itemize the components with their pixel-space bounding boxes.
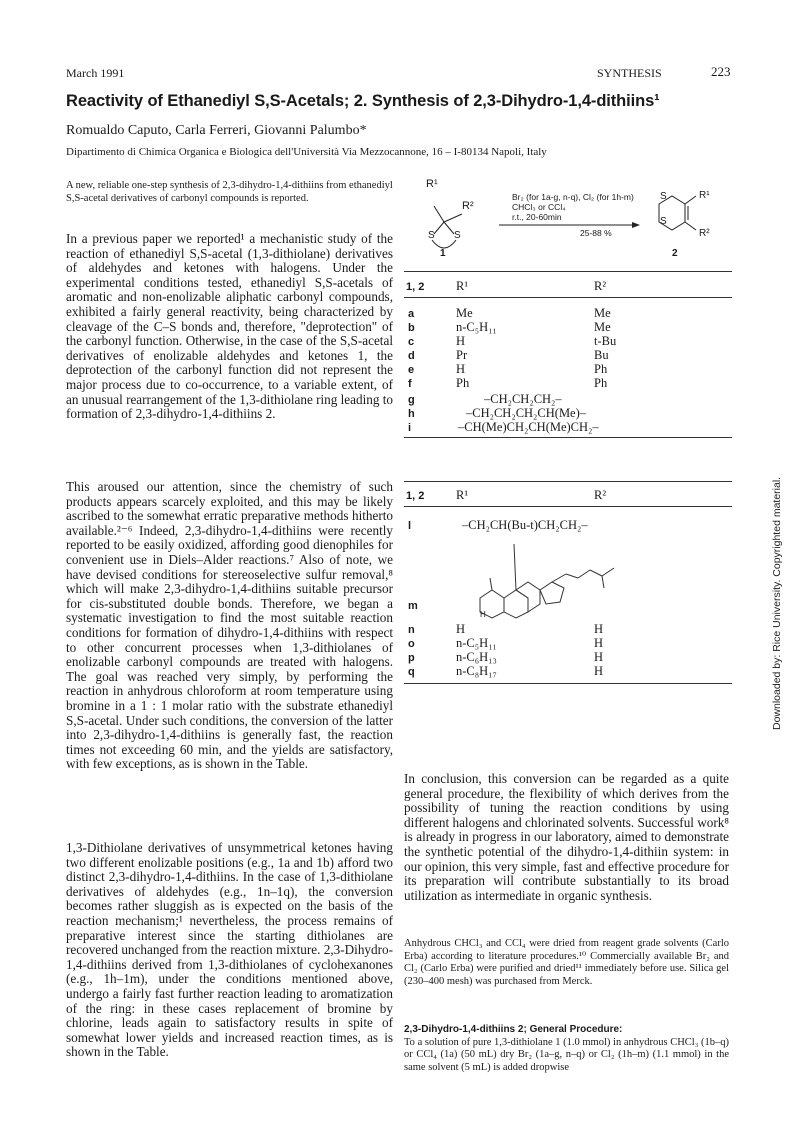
table2-cell-r1: H bbox=[456, 622, 466, 636]
table1-row-label: a bbox=[408, 308, 415, 320]
scheme-conditions-solvent: CHCl₃ or CCl₄ bbox=[512, 202, 566, 212]
table2-row-label: p bbox=[408, 652, 415, 664]
table2-header-r1: R¹ bbox=[456, 488, 469, 502]
table1-cell-r2: t-Bu bbox=[594, 334, 617, 348]
table2-cell-r2: H bbox=[594, 622, 604, 636]
table2-cell-r1: n-C₆H₁₃ bbox=[456, 650, 497, 664]
paragraph: In conclusion, this conversion can be regarded as a quite general procedure, the flexibility of which derives from the possibility of tuning the reaction conditions by using different halogens and chlorinated solvents. Successful work⁸ is already in progress in our laboratory, aimed to demonstrate the synthetic potential of the dihydro-1,4-dithiin system: in our opinion, this very simple, fast and effective procedure for its preparation will contribute substantially to its broad utilization as intermediate in organic synthesis. bbox=[404, 771, 729, 903]
scheme-product-s-top: S bbox=[660, 191, 667, 202]
scheme-yield: 25-88 % bbox=[580, 228, 612, 238]
table2-cell-r2: H bbox=[594, 664, 604, 678]
scheme-s-right: S bbox=[454, 230, 461, 241]
table2-header-rule bbox=[404, 506, 732, 507]
table1-header-rule bbox=[404, 297, 732, 298]
table1-row-label: e bbox=[408, 364, 415, 376]
scheme-conditions-time: r.t., 20-60min bbox=[512, 212, 562, 222]
table1-cell-r2: Bu bbox=[594, 348, 609, 362]
compound-2-label: 2 bbox=[672, 248, 678, 259]
scheme-r2-label: R² bbox=[462, 200, 474, 212]
table1-row-label: b bbox=[408, 322, 415, 334]
table2-header-r2: R² bbox=[594, 488, 607, 502]
steroid-structure bbox=[470, 540, 640, 620]
general-procedure bbox=[404, 1024, 729, 1074]
scheme-product-s-bottom: S bbox=[660, 216, 667, 227]
compound-1-label: 1 bbox=[440, 248, 446, 259]
abstract: A new, reliable one-step synthesis of 2,3-dihydro-1,4-dithiins from ethanediyl S,S-acetal derivatives of carbonyl compounds is reported. bbox=[66, 180, 393, 204]
scheme-product-r2: R² bbox=[699, 228, 710, 239]
table1-spanning-cell: –CH(Me)CH₂CH(Me)CH₂– bbox=[458, 420, 599, 434]
table1-row-label: d bbox=[408, 350, 415, 362]
table1-cell-r2: Ph bbox=[594, 362, 608, 376]
table1-cell-r1: H bbox=[456, 362, 466, 376]
header-page-number: 223 bbox=[711, 64, 731, 79]
article-title: Reactivity of Ethanediyl S,S-Acetals; 2. Synthesis of 2,3-Dihydro-1,4-dithiins¹ bbox=[66, 92, 660, 110]
body-column-left-p2 bbox=[66, 480, 393, 772]
scheme-conditions-reagents: Br₂ (for 1a-g, n-q), Cl₂ (for 1h-m) bbox=[512, 192, 634, 202]
download-watermark: Downloaded by: Rice University. Copyrighted material. bbox=[771, 476, 783, 730]
table2-row-label: q bbox=[408, 666, 415, 678]
table1-row-label: f bbox=[408, 378, 412, 390]
table1-row-label: i bbox=[408, 422, 412, 434]
scheme-product-r1: R¹ bbox=[699, 190, 710, 201]
table1-cell-r1: Me bbox=[456, 306, 473, 320]
table2-header-compound: 1, 2 bbox=[406, 490, 425, 502]
table1-cell-r1: H bbox=[456, 334, 466, 348]
table1-header-r1: R¹ bbox=[456, 279, 469, 293]
table2-bottom-rule bbox=[404, 683, 732, 684]
table1-top-rule bbox=[404, 271, 732, 272]
paragraph: This aroused our attention, since the chemistry of such products appears scarcely exploited, and this may be likely ascribed to the somewhat erratic preparative methods hitherto available.²⁻⁶ Indeed, 2,3-dihydro-1,4-dithiins were recently reported to be easily oxidized, affording good dienophiles for convenient use in Diels–Alder reactions.⁷ Also of note, we have devised conditions for stereoselective sulfur removal,⁸ which will make 2,3-dihydro-1,4-dithiins suitable precursor for cis-substituted double bonds. Therefore, we began a systematic investigation to find the most suitable reaction conditions for formation of dihydro-1,4-dithiins with respect to other concurrent processes when 1,3-dithiolanes of enolizable carbonyl compounds are treated with halogens. The goal was reached very simply, by performing the reaction in anhydrous chloroform at room temperature using bromine in a 1 : 1 molar ratio with the substrate ethanediyl S,S-acetal. Under such conditions, the conversion of the latter into 2,3-dihydro-1,4-dithiins is generally fast, the reaction times not exceeding 60 min, and the yields are satisfactory, with few exceptions, as is shown in the Table. bbox=[66, 479, 393, 772]
table1-cell-r1: Pr bbox=[456, 348, 468, 362]
scheme-s-left: S bbox=[428, 230, 435, 241]
paragraph: 1,3-Dithiolane derivatives of unsymmetrical ketones having two different enolizable positions (e.g., 1a and 1b) afford two distinct 2,3-dihydro-1,4-dithiins. In the case of 1,3-dithiolane derivatives of aldehydes (e.g., 1n–1q), the conversion becomes rather sluggish as is expected on the basis of the reaction mechanism;¹ nevertheless, the process remains of preparative interest since the starting dithiolanes are recovered unchanged from the reaction mixture. 2,3-Dihydro-1,4-dithiins derived from 1,3-dithiolanes of cyclohexanones (e.g., 1h–1m), under the conditions mentioned above, undergo a fairly fast further reaction leading to aromatization of the ring: in these cases replacement of bromine by chlorine, leads again to satisfactory results in spite of somewhat lower yields and increased reaction times, as is shown in the Table. bbox=[66, 840, 393, 1060]
table1-bottom-rule bbox=[404, 437, 732, 438]
header-journal: SYNTHESIS bbox=[597, 66, 662, 80]
steroid-h-label: H bbox=[480, 610, 486, 619]
procedure-title: 2,3-Dihydro-1,4-dithiins 2; General Procedure: bbox=[404, 1024, 623, 1035]
paragraph: In a previous paper we reported¹ a mechanistic study of the reaction of ethanediyl S,S-acetal (1,3-dithiolane) derivatives of aldehydes and ketones with halogens. Under the experimental conditions tested, ethanediyl S,S-acetals of aromatic and non-enolizable aliphatic carbonyl compounds, exhibited a fairly general reactivity, being characterized by cleavage of the C–S bonds and, therefore, "deprotection" of the carbonyl function. Otherwise, in the case of the S,S-acetal derivatives of enolizable aldehydes and ketones 1, the deprotection of the carbonyl function did not represent the major process due to co-occurrence, to a variable extent, of an unusual rearrangement of the 1,3-dithiolane ring leading to formation of 2,3-dihydro-1,4-dithiins 2. bbox=[66, 231, 394, 422]
body-column-left-p3 bbox=[66, 841, 393, 1060]
table2-cell-r2: H bbox=[594, 650, 604, 664]
reaction-scheme bbox=[404, 176, 734, 266]
table1-cell-r2: Me bbox=[594, 320, 611, 334]
table2-row-label: l bbox=[408, 520, 412, 532]
table2-cell-r2: H bbox=[594, 636, 604, 650]
article-affiliation: Dipartimento di Chimica Organica e Biologica dell'Università Via Mezzocannone, 16 – I-80134 Napoli, Italy bbox=[66, 146, 547, 158]
scheme-r1-label: R¹ bbox=[426, 178, 438, 190]
table2-row-label: m bbox=[408, 600, 418, 612]
table2-cell-r1: n-C₈H₁₇ bbox=[456, 664, 497, 678]
table1-row-label: g bbox=[408, 394, 415, 406]
body-column-left-p1 bbox=[66, 232, 393, 422]
steroid-structure-drawing bbox=[470, 540, 640, 620]
table1-cell-r2: Me bbox=[594, 306, 611, 320]
table2-top-rule bbox=[404, 481, 732, 482]
table1-row-label: h bbox=[408, 408, 415, 420]
table1-row-label: c bbox=[408, 336, 415, 348]
reaction-scheme-structures bbox=[404, 176, 734, 266]
table1-spanning-cell: –CH₂CH₂CH₂– bbox=[484, 392, 562, 406]
procedure-text: To a solution of pure 1,3-dithiolane 1 (1.0 mmol) in anhydrous CHCl₃ (1b–q) or CCl₄ (1a) (50 mL) dry Br₂ (1a–g, n–q) or Cl₂ (1h–m) (1.1 mmol) in the same solvent (5 mL) is added dropwise bbox=[404, 1036, 729, 1073]
table1-cell-r1: Ph bbox=[456, 376, 470, 390]
table1-cell-r2: Ph bbox=[594, 376, 608, 390]
body-column-right-conclusion bbox=[404, 772, 729, 903]
table1-header-r2: R² bbox=[594, 279, 607, 293]
header-date: March 1991 bbox=[66, 66, 125, 80]
experimental-note: Anhydrous CHCl₃ and CCl₄ were dried from reagent grade solvents (Carlo Erba) according to literature procedures.¹⁰ Commercially available Br₂ and Cl₂ (Carlo Erba) were purified and dried¹¹ immediately before use. Silica gel (230–400 mesh) was purchased from Merck. bbox=[404, 938, 729, 987]
table2-row-label: o bbox=[408, 638, 415, 650]
table1-cell-r1: n-C₅H₁₁ bbox=[456, 320, 497, 334]
table2-spanning-cell: –CH₂CH(Bu-t)CH₂CH₂– bbox=[462, 518, 588, 532]
table1-header-compound: 1, 2 bbox=[406, 281, 425, 293]
table2-row-label: n bbox=[408, 624, 415, 636]
article-authors: Romualdo Caputo, Carla Ferreri, Giovanni Palumbo* bbox=[66, 123, 367, 138]
table1-spanning-cell: –CH₂CH₂CH₂CH(Me)– bbox=[466, 406, 587, 420]
table2-cell-r1: n-C₅H₁₁ bbox=[456, 636, 497, 650]
